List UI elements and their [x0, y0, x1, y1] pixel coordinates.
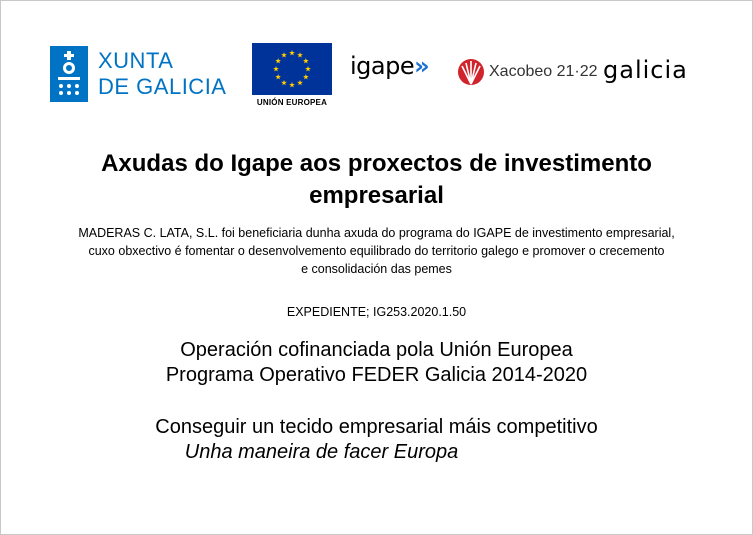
cofinancing-statement [0, 338, 753, 388]
eu-flag-icon [252, 43, 332, 95]
xacobeo-shell-icon [457, 58, 485, 86]
xunta-shield-icon [50, 46, 88, 102]
eu-label: UNIÓN EUROPEA [256, 98, 328, 107]
feder-motto [0, 415, 753, 465]
operation-line1: Operación cofinanciada pola Unión Europea [180, 339, 573, 361]
eu-logo [252, 43, 332, 107]
igape-text: igape [350, 52, 415, 80]
xunta-logo [50, 46, 226, 102]
description-line3: e consolidación das pemes [301, 262, 452, 276]
galicia-logo: galicia [603, 56, 688, 84]
xacobeo-logo [457, 58, 598, 86]
beneficiary-description [20, 224, 733, 278]
expediente-number: EXPEDIENTE; IG253.2020.1.50 [286, 305, 467, 319]
xacobeo-text: Xacobeo 21·22 [489, 63, 598, 80]
description-line2: cuxo obxectivo é fomentar o desenvolvemento equilibrado do territorio galego e promover o crecemento [88, 244, 665, 258]
title-line1: Axudas do Igape aos proxectos de investimento [101, 150, 652, 177]
xunta-text [98, 48, 226, 100]
title-line2: empresarial [309, 182, 444, 209]
motto-line2: Unha maneira de facer Europa [184, 441, 459, 463]
xunta-line2: DE GALICIA [98, 74, 227, 99]
xunta-line1: XUNTA [98, 48, 174, 73]
motto-line1: Conseguir un tecido empresarial máis competitivo [155, 416, 598, 438]
igape-logo [350, 52, 429, 80]
description-line1: MADERAS C. LATA, S.L. foi beneficiaria dunha axuda do programa do IGAPE de investimento empresarial, [78, 226, 675, 240]
operation-line2: Programa Operativo FEDER Galicia 2014-2020 [165, 364, 588, 386]
logo-strip [0, 0, 753, 120]
page-title [0, 148, 753, 212]
igape-arrows-icon: » [414, 52, 430, 80]
